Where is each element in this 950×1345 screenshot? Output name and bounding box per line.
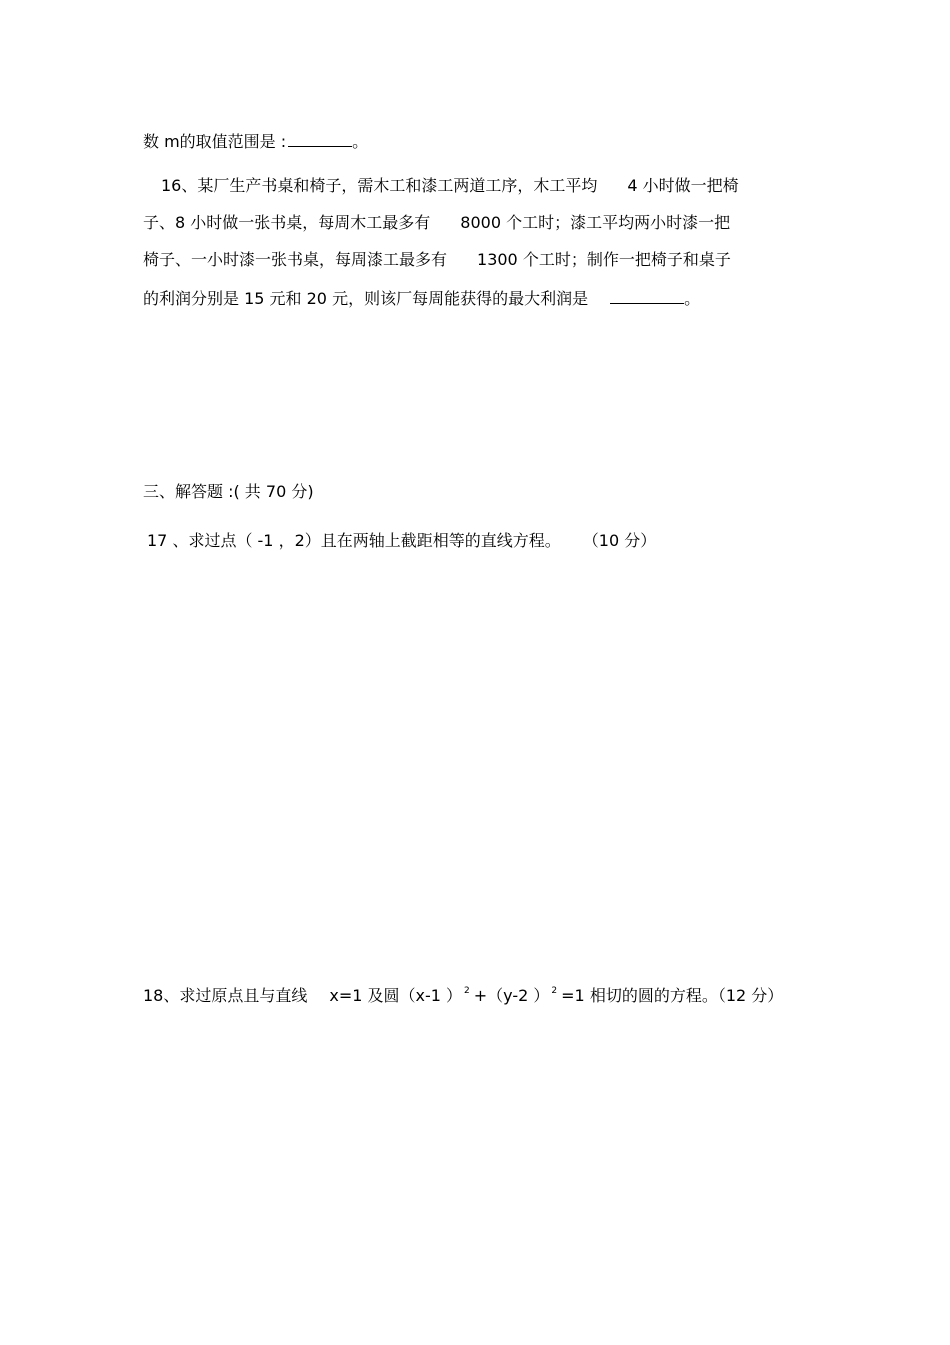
q16-line-1: [161, 176, 739, 196]
q18-exponent-2: 2: [551, 986, 558, 996]
q18-exponent-1: 2: [464, 986, 470, 996]
question-18: [143, 981, 783, 1006]
q17-score: （10 分）: [582, 531, 657, 550]
section-3-title: 三、解答题 :( 共 70 分): [143, 482, 314, 501]
q16-line-1-text-a: 16、某厂生产书桌和椅子，需木工和漆工两道工序，木工平均: [161, 176, 598, 195]
q16-line-4: [143, 289, 700, 309]
q17-text: 17 、求过点（ -1 ，2）且在两轴上截距相等的直线方程。: [147, 531, 561, 550]
q16-line-3-text-b: 1300 个工时；制作一把椅子和桌子: [477, 250, 731, 269]
q16-line-2-text-b: 8000 个工时；漆工平均两小时漆一把: [460, 213, 731, 232]
q16-line-4-suffix: 。: [684, 289, 701, 308]
q18-part-2: x=1 及圆（x-1 ）: [329, 986, 463, 1005]
q18-part-4: =1 相切的圆的方程。（12 分）: [561, 986, 784, 1005]
q15-tail-prefix: 数 m的取值范围是 :: [143, 132, 287, 151]
q16-line-2: [143, 213, 730, 233]
answer-blank-15[interactable]: [288, 132, 352, 147]
q16-line-2-text-a: 子、8 小时做一张书桌，每周木工最多有: [143, 213, 431, 232]
answer-blank-16[interactable]: [610, 289, 684, 304]
q15-tail-suffix: 。: [352, 132, 369, 151]
q18-part-1: 18、求过原点且与直线: [143, 986, 308, 1005]
q16-line-1-text-b: 4 小时做一把椅: [627, 176, 739, 195]
q15-tail-line: [143, 132, 368, 152]
question-17: [147, 531, 656, 551]
q16-line-4-text-a: 的利润分别是 15 元和 20 元，则该厂每周能获得的最大利润是: [143, 289, 589, 308]
q16-line-3: [143, 250, 731, 270]
q16-line-3-text-a: 椅子、一小时漆一张书桌，每周漆工最多有: [143, 250, 448, 269]
q18-part-3: +（y-2 ）: [473, 986, 550, 1005]
